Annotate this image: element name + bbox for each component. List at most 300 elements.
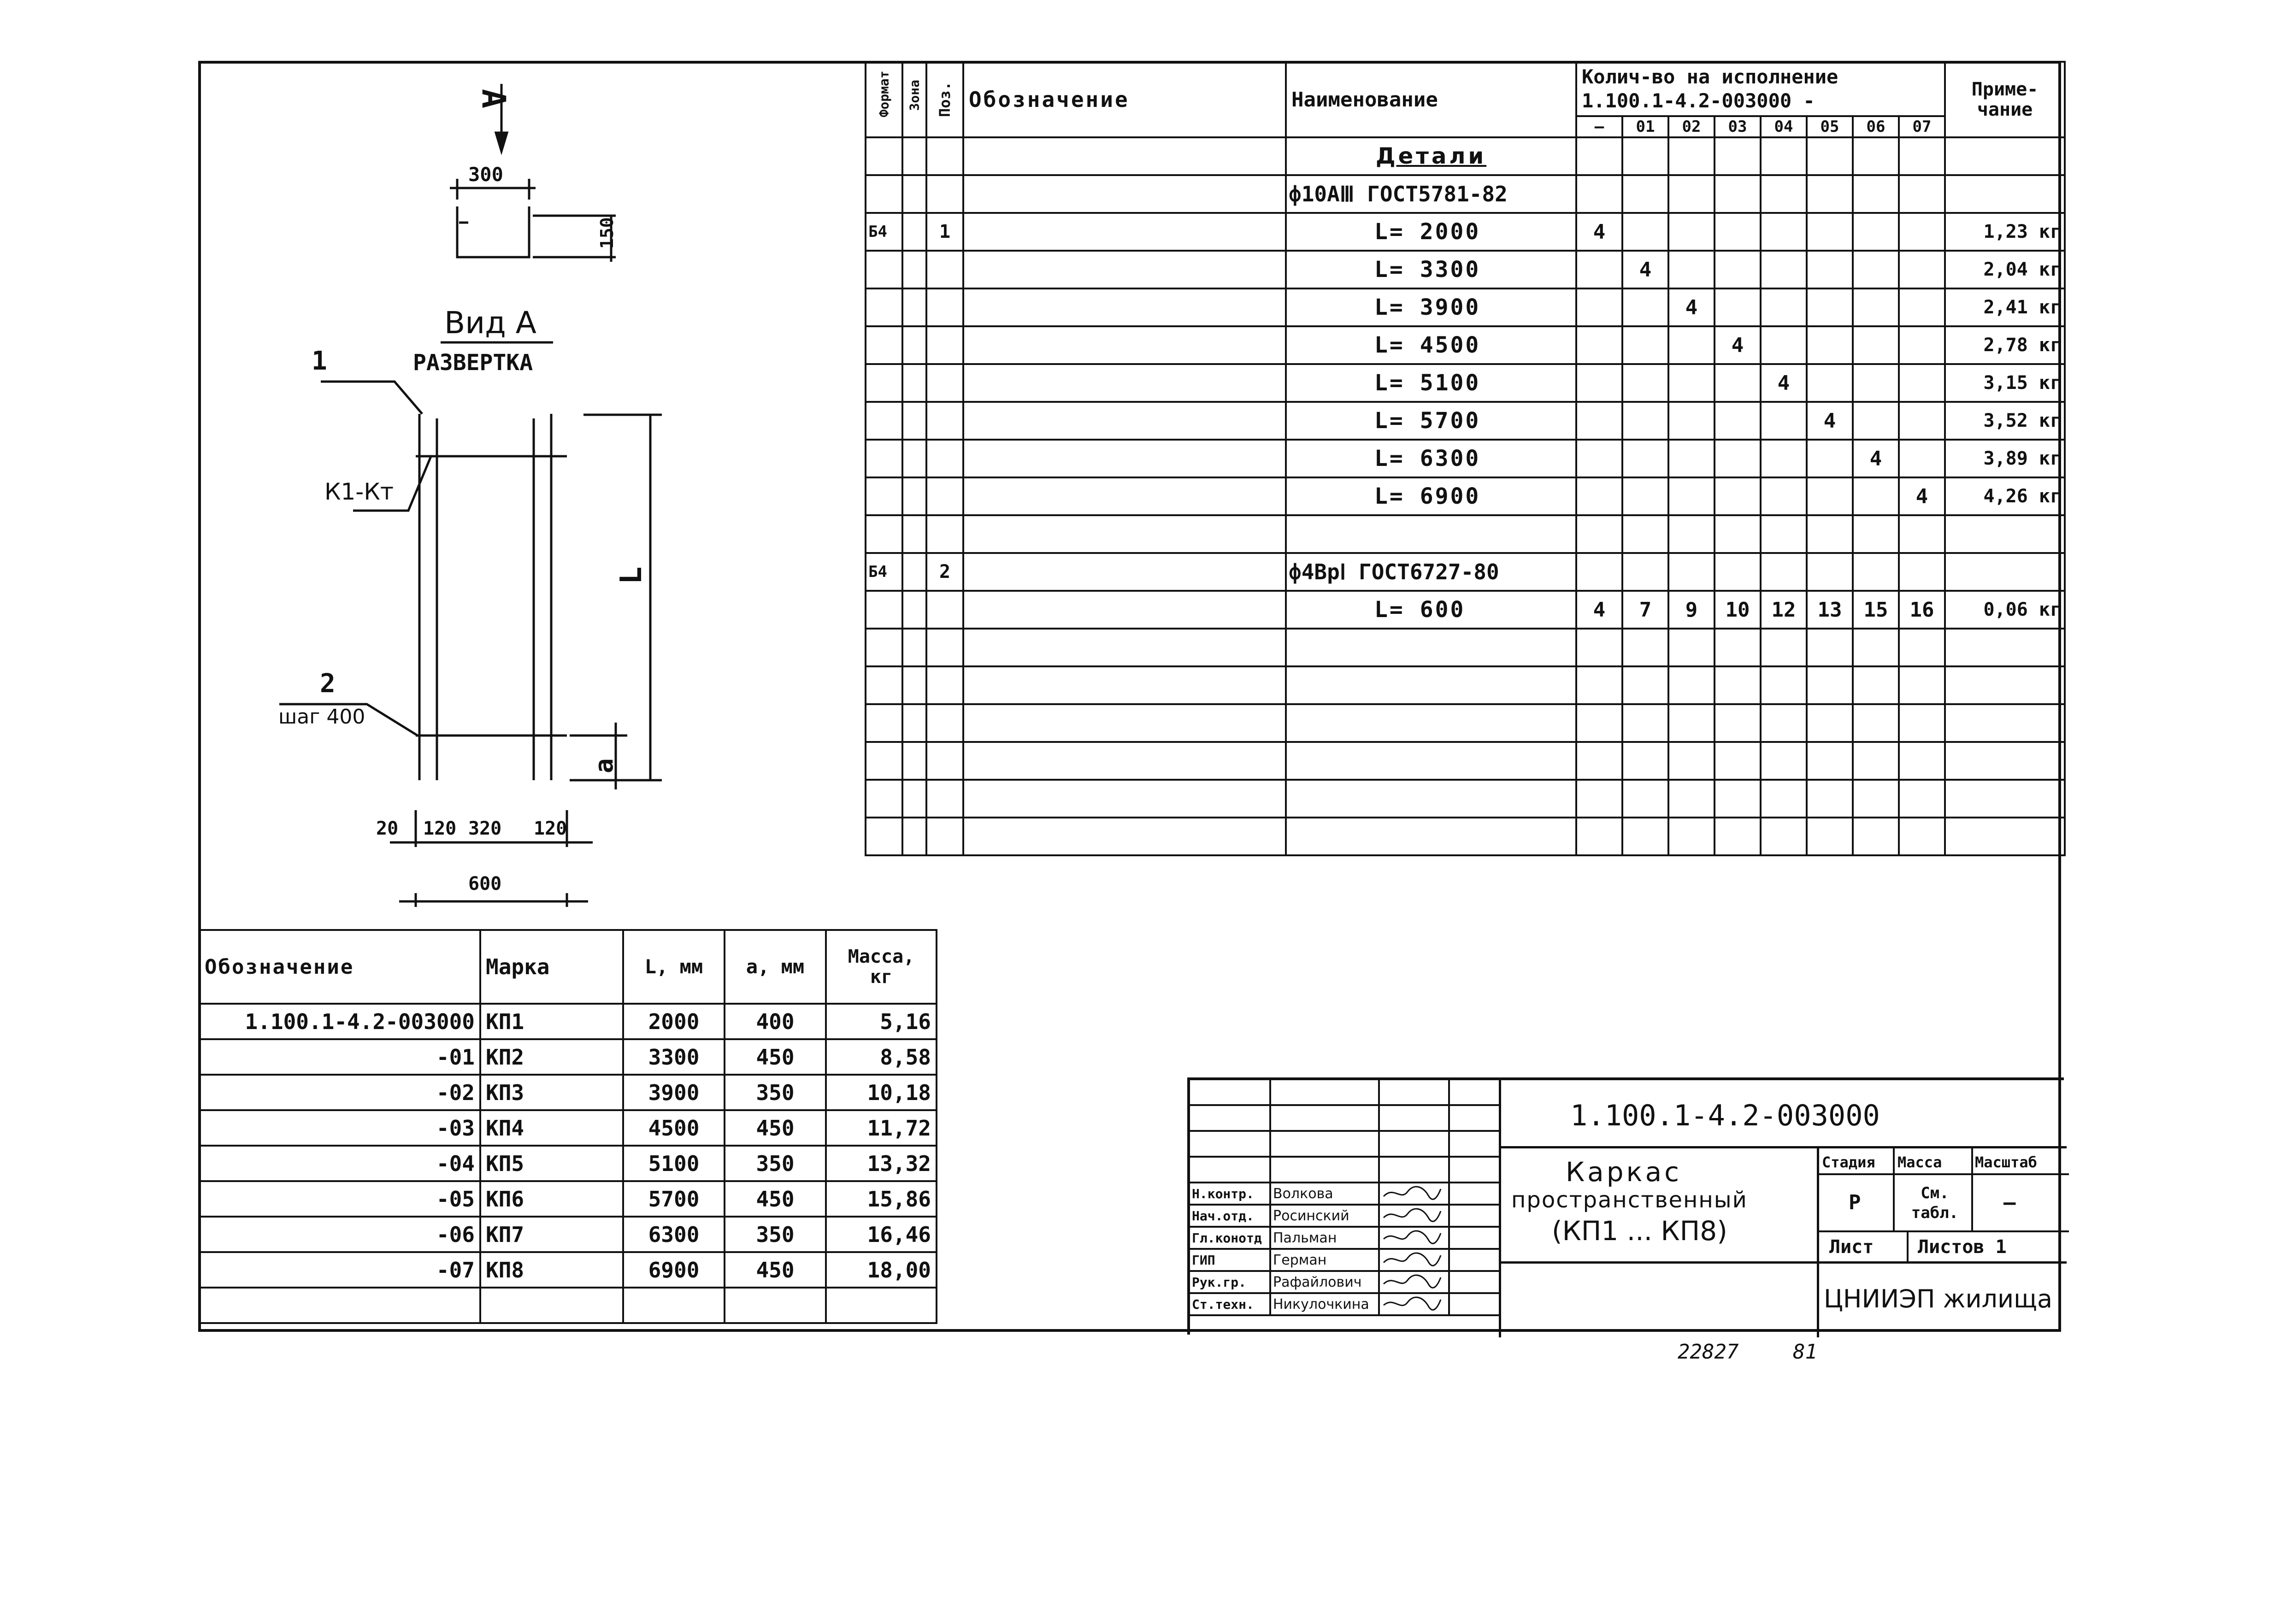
spec-header-note: Приме-чание [1945, 62, 2065, 137]
spec-row-designation [963, 175, 1286, 213]
marks-row-l: 4500 [623, 1110, 725, 1146]
spec-row-qty [1761, 553, 1807, 591]
signer-name: Никулочкина [1270, 1293, 1379, 1315]
spec-cell [1576, 780, 1622, 818]
signer-row [1189, 1205, 1500, 1227]
spec-row-qty [1668, 440, 1715, 477]
spec-row-qty [1715, 364, 1761, 402]
marks-row-a: 450 [725, 1110, 826, 1146]
signer-role: Ст.техн. [1189, 1293, 1270, 1315]
marks-row-designation: -02 [199, 1075, 480, 1110]
spec-variant-7: 07 [1899, 116, 1945, 137]
spec-row-qty [1807, 288, 1853, 326]
spec-cell [1715, 818, 1761, 855]
marks-header-mark: Марка [480, 930, 623, 1004]
spec-row-qty [1761, 477, 1807, 515]
marks-row-mark: КП3 [480, 1075, 623, 1110]
spec-row-name: L= 5100 [1286, 364, 1576, 402]
signature-mark [1380, 1206, 1444, 1224]
marks-row-a: 450 [725, 1181, 826, 1217]
spec-row-pos: 1 [926, 213, 963, 251]
spec-row-qty [1622, 553, 1668, 591]
view-title: Вид A [444, 305, 536, 341]
stage-divider [1819, 1230, 2069, 1232]
spec-cell [1945, 818, 2065, 855]
marks-row-mass: 10,18 [826, 1075, 937, 1110]
marks-row-mark: КП4 [480, 1110, 623, 1146]
spec-row [866, 402, 2065, 440]
spec-row-qty [1622, 477, 1668, 515]
spec-row-qty: 4 [1576, 213, 1622, 251]
sig-cell [1189, 1131, 1270, 1157]
spec-row-qty: 9 [1668, 591, 1715, 629]
marks-row-designation: -04 [199, 1146, 480, 1181]
spec-section-title: Детали [1286, 137, 1576, 175]
title-line2: пространственный [1511, 1187, 1748, 1213]
spec-row-qty [1899, 175, 1945, 213]
spec-cell [963, 137, 1286, 175]
spec-row-name [1286, 515, 1576, 553]
spec-row-qty [1807, 175, 1853, 213]
view-arrow-label: A [475, 89, 513, 109]
marks-row-designation: -01 [199, 1039, 480, 1075]
title-name-cell [1499, 1148, 1817, 1264]
spec-row-format [866, 477, 902, 515]
spec-row-qty [1668, 477, 1715, 515]
mass-label: Масса [1897, 1153, 1942, 1171]
spec-row-qty [1715, 553, 1761, 591]
spec-cell [1807, 629, 1853, 666]
marks-row-l: 5700 [623, 1181, 725, 1217]
spec-cell [926, 780, 963, 818]
spec-header-name: Наименование [1286, 62, 1576, 137]
spec-row-designation [963, 288, 1286, 326]
spec-row-qty [1899, 440, 1945, 477]
section-width-dim: 300 [468, 163, 503, 186]
spec-variant-2: 02 [1668, 116, 1715, 137]
spec-row-designation [963, 251, 1286, 288]
spec-cell [1286, 818, 1576, 855]
spec-row-qty [1761, 515, 1807, 553]
spec-row-qty [1622, 402, 1668, 440]
spec-empty-row [866, 818, 2065, 855]
marks-row-mass: 13,32 [826, 1146, 937, 1181]
spec-row-qty [1668, 553, 1715, 591]
spec-cell [963, 629, 1286, 666]
spec-row-note: 2,78 кг [1945, 326, 2065, 364]
org-name: ЦНИИЭП жилища [1824, 1284, 2053, 1313]
spec-cell [866, 629, 902, 666]
spec-row-qty [1899, 515, 1945, 553]
spec-cell [926, 704, 963, 742]
spec-row-qty [1576, 515, 1622, 553]
signer-row [1189, 1249, 1500, 1271]
spec-row-note: 1,23 кг [1945, 213, 2065, 251]
spec-row-zone [902, 440, 926, 477]
sig-cell [1189, 1105, 1270, 1131]
spec-row-format [866, 175, 902, 213]
spec-cell [1622, 704, 1668, 742]
signer-role: Рук.гр. [1189, 1271, 1270, 1293]
marks-row-a: 450 [725, 1252, 826, 1288]
spec-cell [1899, 666, 1945, 704]
sig-cell [1449, 1271, 1500, 1293]
spec-cell [926, 666, 963, 704]
spec-row-qty [1761, 175, 1807, 213]
spec-row-zone [902, 591, 926, 629]
spec-row-designation [963, 402, 1286, 440]
spec-cell [902, 742, 926, 780]
spec-cell [1286, 704, 1576, 742]
spec-cell [1761, 742, 1807, 780]
spec-row-qty [1807, 477, 1853, 515]
spec-row-qty [1899, 213, 1945, 251]
spec-cell [1853, 818, 1899, 855]
spec-row-note [1945, 175, 2065, 213]
spec-row-name: L= 3900 [1286, 288, 1576, 326]
signature-cell [1379, 1205, 1449, 1227]
sig-cell [1270, 1157, 1379, 1183]
spec-cell [1853, 704, 1899, 742]
spec-cell [1576, 742, 1622, 780]
stage-divider [1971, 1148, 1973, 1231]
stage-block [1817, 1148, 2067, 1264]
spec-row-qty [1761, 213, 1807, 251]
signer-role: ГИП [1189, 1249, 1270, 1271]
spec-row-qty [1761, 402, 1807, 440]
spec-row [866, 591, 2065, 629]
marks-row-l: 5100 [623, 1146, 725, 1181]
spec-row-qty: 4 [1668, 288, 1715, 326]
spec-cell [902, 666, 926, 704]
spec-cell [1761, 629, 1807, 666]
spec-cell [1576, 666, 1622, 704]
marks-cell [480, 1288, 623, 1323]
spec-cell [1807, 704, 1853, 742]
spec-row-qty [1853, 402, 1899, 440]
spec-cell [1668, 704, 1715, 742]
spec-row-qty: 13 [1807, 591, 1853, 629]
spec-header-qty [1576, 62, 1945, 116]
spec-row-zone [902, 515, 926, 553]
spec-row-pos [926, 326, 963, 364]
spec-cell [1945, 666, 2065, 704]
spec-row-qty: 4 [1899, 477, 1945, 515]
spec-cell [1899, 137, 1945, 175]
marks-row-a: 400 [725, 1004, 826, 1039]
spec-cell [1622, 666, 1668, 704]
marks-row-mass: 15,86 [826, 1181, 937, 1217]
view-subtitle: РАЗВЕРТКА [413, 350, 533, 376]
spec-row-format: Б4 [866, 213, 902, 251]
spec-row-qty [1576, 326, 1622, 364]
marks-header-l: L, мм [623, 930, 725, 1004]
marks-row-mass: 5,16 [826, 1004, 937, 1039]
sig-cell [1449, 1293, 1500, 1315]
pos2-label: 2 [320, 669, 336, 699]
marks-cell [623, 1288, 725, 1323]
spec-row-qty: 4 [1853, 440, 1899, 477]
spec-row-format [866, 326, 902, 364]
mass-value: См. табл. [1911, 1184, 1959, 1222]
spec-empty-row [866, 704, 2065, 742]
marks-row [199, 1252, 937, 1288]
spec-row-qty [1576, 175, 1622, 213]
spec-row-qty: 7 [1622, 591, 1668, 629]
spec-row-note [1945, 553, 2065, 591]
spec-cell [1286, 780, 1576, 818]
marks-row-l: 6300 [623, 1217, 725, 1252]
spec-cell [1761, 704, 1807, 742]
spec-cell [1761, 780, 1807, 818]
spec-cell [1668, 629, 1715, 666]
spec-header-qty-title: Колич-во на исполнение [1582, 65, 1838, 88]
spec-row-qty [1715, 477, 1761, 515]
spec-cell [866, 137, 902, 175]
spec-cell [1715, 629, 1761, 666]
spec-cell [1576, 137, 1622, 175]
spec-variant-5: 05 [1807, 116, 1853, 137]
signer-name: Росинский [1270, 1205, 1379, 1227]
spec-row-name: ф10АⅢ ГОСТ5781-82 [1286, 175, 1576, 213]
spec-row-qty [1807, 440, 1853, 477]
spec-row-qty [1715, 440, 1761, 477]
spec-cell [1668, 666, 1715, 704]
spec-row-designation [963, 591, 1286, 629]
spec-variant-3: 03 [1715, 116, 1761, 137]
spec-row-note: 2,41 кг [1945, 288, 2065, 326]
marks-row-designation: -05 [199, 1181, 480, 1217]
spec-row-qty [1622, 515, 1668, 553]
marks-row-a: 350 [725, 1146, 826, 1181]
spec-cell [1286, 629, 1576, 666]
spec-row-name: L= 5700 [1286, 402, 1576, 440]
spec-row-note: 2,04 кг [1945, 251, 2065, 288]
weld-label: К1-Кт [324, 478, 394, 505]
spec-cell [866, 704, 902, 742]
stage-label: Стадия [1822, 1153, 1875, 1171]
marks-row-mass: 8,58 [826, 1039, 937, 1075]
stage-divider [1907, 1232, 1909, 1264]
spec-cell [926, 742, 963, 780]
spec-header-format-text: Формат [876, 70, 892, 117]
spec-row-qty [1715, 515, 1761, 553]
spec-row-qty [1853, 553, 1899, 591]
sig-cell [1189, 1079, 1270, 1105]
spec-row-qty [1807, 364, 1853, 402]
spec-empty-row [866, 780, 2065, 818]
spec-cell [1899, 780, 1945, 818]
stage-value: Р [1849, 1191, 1861, 1214]
marks-row [199, 1075, 937, 1110]
marks-row-designation: -06 [199, 1217, 480, 1252]
marks-row [199, 1110, 937, 1146]
marks-header-designation: Обозначение [199, 930, 480, 1004]
title-code: 1.100.1-4.2-003000 [1570, 1099, 1880, 1132]
spec-cell [1807, 742, 1853, 780]
spec-cell [1286, 666, 1576, 704]
signature-mark [1380, 1294, 1444, 1312]
marks-row-mark: КП7 [480, 1217, 623, 1252]
spec-cell [1853, 666, 1899, 704]
spec-row-designation [963, 515, 1286, 553]
marks-row-mass: 18,00 [826, 1252, 937, 1288]
spec-row-zone [902, 213, 926, 251]
marks-row-mass: 11,72 [826, 1110, 937, 1146]
spec-cell [1622, 818, 1668, 855]
spec-header-pos-text: Поз. [936, 81, 954, 117]
signature-mark [1380, 1228, 1444, 1246]
spec-cell [926, 818, 963, 855]
spec-row [866, 326, 2065, 364]
spec-row-qty [1668, 213, 1715, 251]
spec-cell [1668, 780, 1715, 818]
signer-row [1189, 1293, 1500, 1315]
spec-cell [1761, 666, 1807, 704]
spec-row-qty [1853, 251, 1899, 288]
spec-row-qty: 12 [1761, 591, 1807, 629]
spec-row-qty [1899, 364, 1945, 402]
spec-row-qty [1668, 364, 1715, 402]
signer-name: Герман [1270, 1249, 1379, 1271]
spec-row-qty [1761, 326, 1807, 364]
spec-row-qty [1715, 213, 1761, 251]
marks-row [199, 1146, 937, 1181]
signer-role: Нач.отд. [1189, 1205, 1270, 1227]
spec-row-designation [963, 440, 1286, 477]
marks-row [199, 1004, 937, 1039]
spec-cell [963, 742, 1286, 780]
spec-row-name: L= 600 [1286, 591, 1576, 629]
spec-header-format [866, 62, 902, 137]
marks-row-mark: КП8 [480, 1252, 623, 1288]
scale-value: — [2003, 1191, 2016, 1214]
drawing-sheet [198, 61, 2061, 1332]
sig-cell [1379, 1157, 1449, 1183]
spec-row-qty [1668, 251, 1715, 288]
spec-row-qty [1576, 440, 1622, 477]
marks-header-a: a, мм [725, 930, 826, 1004]
spec-row-qty [1853, 515, 1899, 553]
blank-cell [1499, 1264, 1817, 1337]
signer-name: Волкова [1270, 1183, 1379, 1205]
sig-cell [1449, 1183, 1500, 1205]
title-block [1187, 1077, 2064, 1335]
marks-row [199, 1039, 937, 1075]
pos1-label: 1 [312, 346, 327, 376]
spec-row-note: 3,52 кг [1945, 402, 2065, 440]
spec-row-format [866, 288, 902, 326]
marks-row-designation: 1.100.1-4.2-003000 [199, 1004, 480, 1039]
spec-row-zone [902, 402, 926, 440]
spec-cell [1622, 780, 1668, 818]
spec-cell [1668, 137, 1715, 175]
spec-cell [1853, 742, 1899, 780]
marks-row-designation: -07 [199, 1252, 480, 1288]
spec-row-qty [1899, 402, 1945, 440]
spec-row-qty [1807, 553, 1853, 591]
spec-row-note: 3,15 кг [1945, 364, 2065, 402]
spec-row-note [1945, 515, 2065, 553]
section-height-dim-text: 150 [597, 217, 617, 249]
spec-row-format [866, 515, 902, 553]
spec-row [866, 288, 2065, 326]
spec-cell [1807, 137, 1853, 175]
spec-row-name: L= 2000 [1286, 213, 1576, 251]
spec-cell [1853, 629, 1899, 666]
sig-cell [1449, 1249, 1500, 1271]
spec-variant-4: 04 [1761, 116, 1807, 137]
spec-header-qty-code: 1.100.1-4.2-003000 - [1582, 89, 1815, 112]
spec-row-pos [926, 477, 963, 515]
spec-cell [1715, 780, 1761, 818]
spec-row-zone [902, 364, 926, 402]
spec-variant-6: 06 [1853, 116, 1899, 137]
dim-600: 600 [468, 873, 502, 894]
spec-cell [1715, 666, 1761, 704]
spec-row-qty [1668, 515, 1715, 553]
spec-row-format [866, 440, 902, 477]
spec-variant-1: 01 [1622, 116, 1668, 137]
spec-row-zone [902, 326, 926, 364]
spec-row-pos [926, 591, 963, 629]
spec-row-zone [902, 477, 926, 515]
spec-cell [1286, 742, 1576, 780]
spec-cell [1761, 137, 1807, 175]
view-arrow-head [496, 133, 507, 151]
spec-row [866, 477, 2065, 515]
marks-row-mark: КП2 [480, 1039, 623, 1075]
spec-row-qty [1853, 477, 1899, 515]
spec-cell [902, 629, 926, 666]
spec-empty-row [866, 666, 2065, 704]
spec-cell [1715, 742, 1761, 780]
spec-table [865, 61, 2066, 856]
signature-mark [1380, 1183, 1444, 1202]
marks-empty-row [199, 1288, 937, 1323]
spec-cell [1576, 704, 1622, 742]
spec-row-qty [1622, 175, 1668, 213]
signer-row [1189, 1183, 1500, 1205]
signer-name: Рафайлович [1270, 1271, 1379, 1293]
spec-row-name: ф4ВрⅠ ГОСТ6727-80 [1286, 553, 1576, 591]
title-line1: Каркас [1566, 1156, 1682, 1188]
spec-cell [1945, 137, 2065, 175]
title-code-cell [1499, 1080, 2067, 1148]
sig-cell [1270, 1131, 1379, 1157]
spec-row-qty [1576, 364, 1622, 402]
spec-row-pos [926, 288, 963, 326]
sig-cell [1379, 1105, 1449, 1131]
spec-cell [1853, 137, 1899, 175]
marks-row-l: 3300 [623, 1039, 725, 1075]
signer-row [1189, 1227, 1500, 1249]
spec-row-pos [926, 364, 963, 402]
spec-row-qty [1899, 288, 1945, 326]
spec-row-qty [1715, 402, 1761, 440]
spec-cell [902, 780, 926, 818]
spec-row-qty [1807, 326, 1853, 364]
sig-cell [1379, 1131, 1449, 1157]
sig-cell [1270, 1079, 1379, 1105]
spec-header-pos [926, 62, 963, 137]
spec-cell [1668, 818, 1715, 855]
spec-cell [1715, 704, 1761, 742]
sig-cell [1379, 1079, 1449, 1105]
spec-row-qty [1899, 553, 1945, 591]
spec-row-qty: 15 [1853, 591, 1899, 629]
spec-empty-row [866, 629, 2065, 666]
